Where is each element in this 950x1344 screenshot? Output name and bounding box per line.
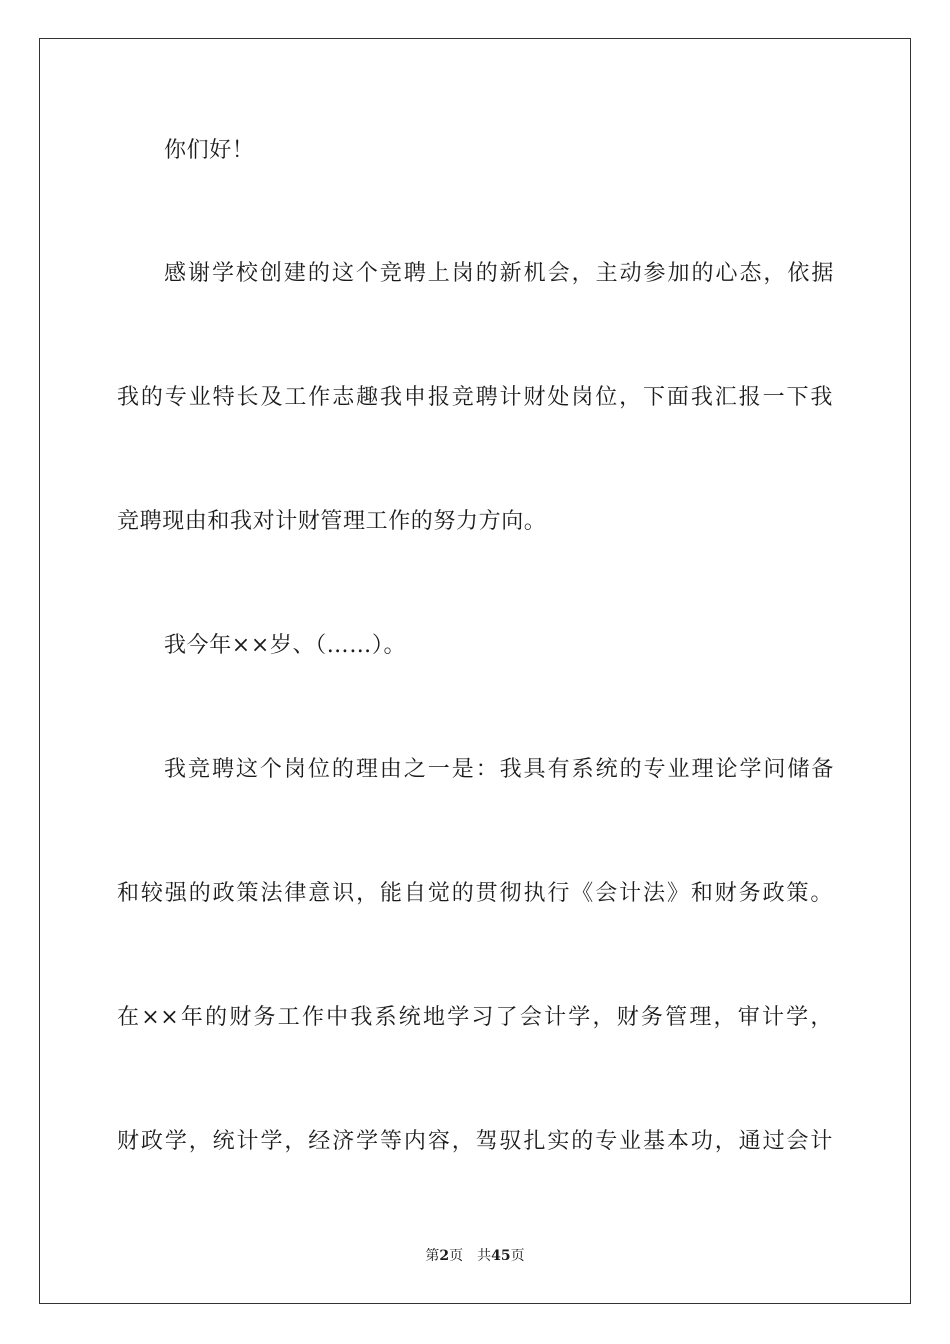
paragraph-3-line-4: 财政学，统计学，经济学等内容，驾驭扎实的专业基本功，通过会计 [117, 1129, 833, 1154]
page-footer [0, 1246, 950, 1266]
paragraph-1-line-2: 我的专业特长及工作志趣我申报竞聘计财处岗位，下面我汇报一下我 [117, 385, 833, 410]
paragraph-1-line-1: 感谢学校创建的这个竞聘上岗的新机会，主动参加的心态，依据 [164, 261, 834, 286]
current-page-number: 2 [439, 1248, 450, 1264]
total-label-prefix: 共 [477, 1248, 492, 1264]
paragraph-3-line-2: 和较强的政策法律意识，能自觉的贯彻执行《会计法》和财务政策。 [117, 881, 833, 906]
page-label-suffix: 页 [449, 1248, 464, 1264]
paragraph-2-line-1: 我今年××岁、（……）。 [164, 633, 407, 658]
greeting-line: 你们好！ [164, 138, 255, 163]
paragraph-3-line-1: 我竞聘这个岗位的理由之一是：我具有系统的专业理论学问储备 [164, 757, 834, 782]
paragraph-3-line-3: 在××年的财务工作中我系统地学习了会计学，财务管理，审计学， [117, 1005, 833, 1030]
total-label-suffix: 页 [510, 1248, 525, 1264]
paragraph-1-line-3: 竞聘现由和我对计财管理工作的努力方向。 [117, 509, 547, 534]
page-border [39, 38, 911, 1304]
total-page-number: 45 [491, 1248, 511, 1264]
page-label-prefix: 第 [425, 1248, 440, 1264]
